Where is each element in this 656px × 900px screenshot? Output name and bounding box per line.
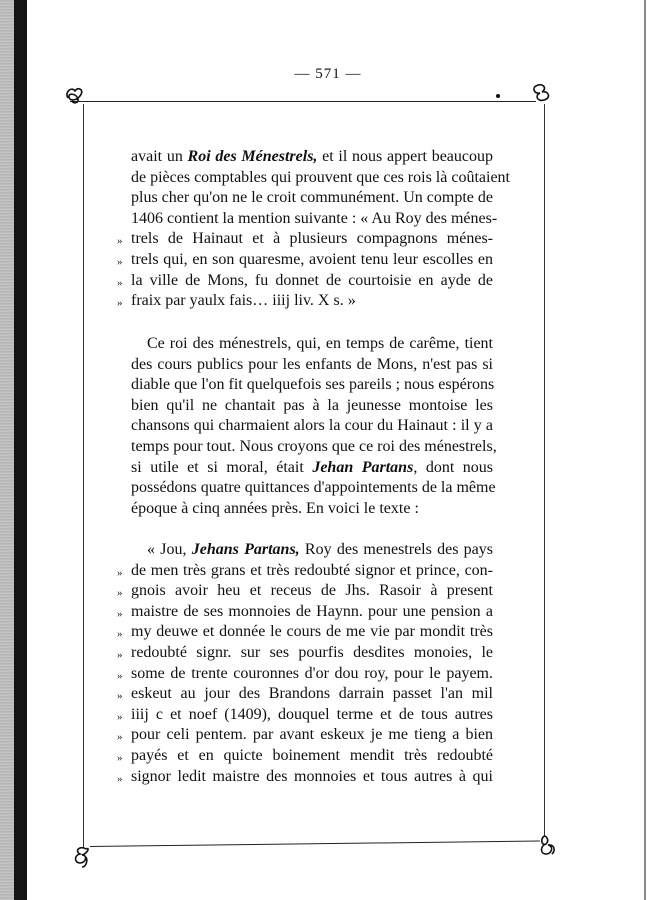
text-line: » maistre de ses monnoies de Haynn. pour une pension a xyxy=(131,602,493,623)
quote-mark: » xyxy=(117,607,123,620)
text-line: » la ville de Mons, fu donnet de courtoisie en ayde de xyxy=(131,271,493,292)
page-number: — 571 — xyxy=(294,66,362,82)
text-line: » some de trente couronnes d'or dou roy, pour le payem. xyxy=(131,664,493,685)
quote-mark: » xyxy=(117,648,123,661)
text-line: bien qu'il ne chantait pas à la jeunesse montoise les xyxy=(131,396,493,414)
quote-mark: » xyxy=(117,566,123,579)
paragraph-1 xyxy=(117,147,510,312)
text-line: » pour celi pentem. par avant eskeux je me tieng a bien xyxy=(131,725,493,746)
text-line: Ce roi des ménestrels, qui, en temps de carême, tient xyxy=(147,335,493,352)
text-line: » trels de Hainaut et à plusieurs compagnons ménes- xyxy=(131,229,493,250)
text-line: avait un Roi des Ménestrels, et il nous appert beaucoup xyxy=(131,148,493,165)
quote-mark: » xyxy=(117,628,123,641)
emphasis-text: Jehan Partans xyxy=(312,458,414,476)
quote-mark: » xyxy=(117,690,123,703)
corner-ornament-bottom-left-icon xyxy=(72,845,94,874)
paragraph-3-quotation xyxy=(117,540,494,787)
emphasis-text: Roi des Ménestrels, xyxy=(187,148,318,165)
quote-mark: » xyxy=(117,669,123,682)
text-line: » eskeut au jour des Brandons darrain passet l'an mil xyxy=(131,684,493,705)
text-line: « Jou, Jehans Partans, Roy des menestrels des pays xyxy=(147,541,494,558)
quote-mark: » xyxy=(117,731,123,744)
quote-mark: » xyxy=(117,297,123,310)
ink-dot xyxy=(496,94,500,98)
text-line: » gnois avoir heu et receus de Jhs. Rasoir à present xyxy=(131,581,493,602)
paragraph-2 xyxy=(131,334,497,519)
emphasis-text: Jehans Partans, xyxy=(191,541,300,558)
text-line: chansons qui charmaient alors la cour du Hainaut : il y a xyxy=(131,417,493,435)
text-line: » signor ledit maistre des monnoies et tous autres à qui xyxy=(131,767,493,788)
text-line: des cours publics pour les enfants de Mons, n'est pas si xyxy=(131,355,493,373)
text-line: » trels qui, en son quaresme, avoient tenu leur escolles en xyxy=(131,250,493,271)
quote-mark: » xyxy=(117,276,123,289)
quote-mark: » xyxy=(117,772,123,785)
text-line: si utile et si moral, était Jehan Partans, dont nous xyxy=(131,458,494,476)
text-line: possédons quatre quittances d'appointements de la même xyxy=(131,479,496,497)
frame-border-bottom xyxy=(90,841,540,847)
text-line: » de men très grans et très redoubté signor et prince, con- xyxy=(131,561,493,582)
frame-border-top xyxy=(70,101,536,102)
frame-border-left xyxy=(83,104,84,848)
corner-ornament-top-left-icon xyxy=(64,84,86,111)
quote-mark: » xyxy=(117,587,123,600)
text-line: 1406 contient la mention suivante : « Au Roy des ménes- xyxy=(131,209,498,227)
quote-mark: » xyxy=(117,751,123,764)
frame-border-right xyxy=(544,104,545,837)
text-line: époque à cinq années près. En voici le texte : xyxy=(131,499,419,517)
text-line: de pièces comptables qui prouvent que ces rois là coûtaient xyxy=(131,168,510,186)
corner-ornament-bottom-right-icon xyxy=(536,834,558,863)
text-line: diable que l'on fit quelquefois ses pareils ; nous espérons xyxy=(131,376,495,394)
scan-right-edge xyxy=(644,0,646,900)
text-line: » redoubté signr. sur ses pourfis desdites monoies, le xyxy=(131,643,493,664)
quote-mark: » xyxy=(117,710,123,723)
text-line: temps pour tout. Nous croyons que ce roi des ménestrels, xyxy=(131,437,497,455)
text-line: plus cher qu'on ne le croit communément. Un compte de xyxy=(131,189,493,207)
scan-edge-shadow xyxy=(0,0,15,900)
text-line: » iiij c et noef (1409), douquel terme et de tous autres xyxy=(131,705,493,726)
text-line: » fraix par yaulx fais… iiij liv. X s. » xyxy=(131,291,493,312)
text-line: » my deuwe et donnée le cours de me vie par mondit très xyxy=(131,622,493,643)
scan-binding-edge xyxy=(14,0,27,900)
quote-mark: » xyxy=(117,255,123,268)
quote-mark: » xyxy=(117,235,123,248)
text-line: » payés et en quicte boinement mendit très redoubté xyxy=(131,746,493,767)
corner-ornament-top-right-icon xyxy=(530,82,552,109)
